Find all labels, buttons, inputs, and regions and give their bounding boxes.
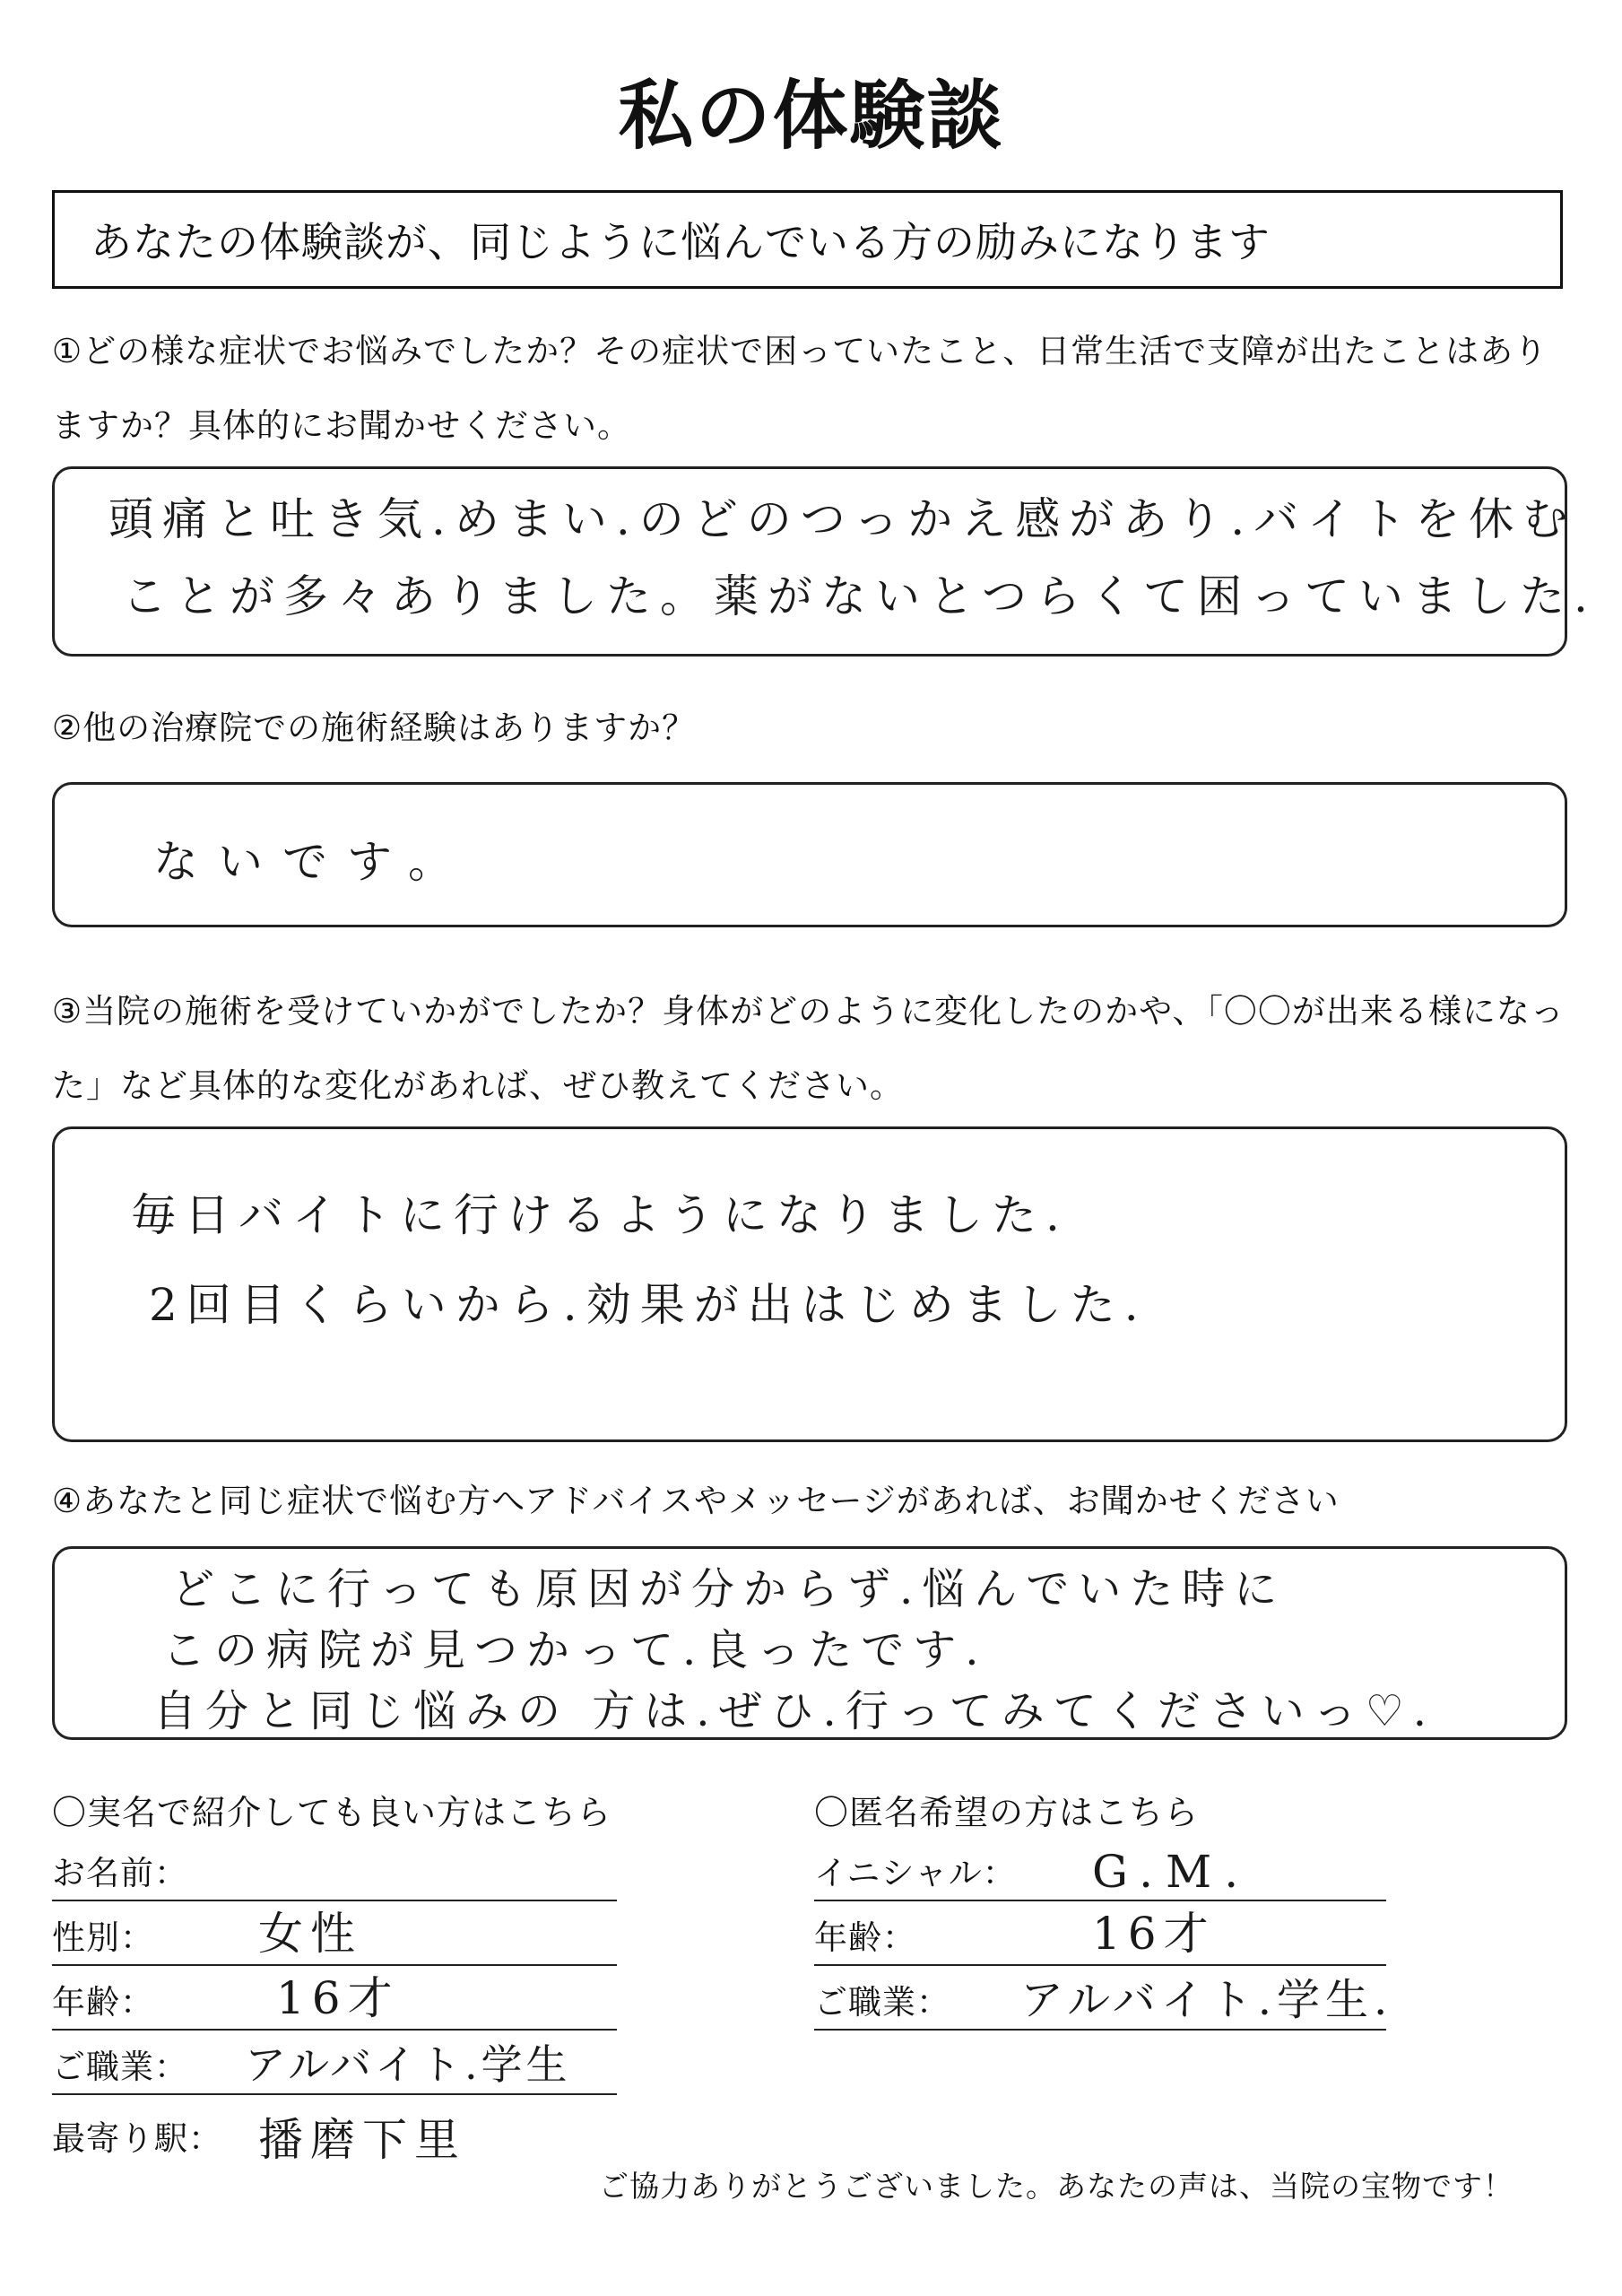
anon-age-label: 年齢：: [814, 1918, 916, 1957]
real-occupation-label: ご職業：: [52, 2048, 188, 2086]
answer-1-line-2: ことが多々ありました。薬がないとつらくて困っていました.: [122, 570, 1597, 622]
anon-occupation-field: [814, 1964, 1393, 2031]
question-1: ①どの様な症状でお悩みでしたか？その症状で困っていたこと、日常生活で支障が出たことはありますか？具体的にお聞かせください。: [52, 332, 1548, 445]
real-occupation-value: アルバイト.学生: [245, 2040, 571, 2089]
real-name-label: お名前：: [52, 1854, 188, 1892]
answer-2-line-1: ないです。: [153, 836, 473, 888]
real-age-value: 16才: [276, 1972, 400, 2024]
answer-4-line-2: この病院が見つかって.良ったです.: [162, 1625, 988, 1675]
anon-age-field: [814, 1900, 1386, 1966]
answer-3-line-1: 毎日バイトに行けるようになりました.: [131, 1189, 1069, 1241]
real-age-label: 年齢：: [52, 1983, 154, 2022]
answer-4-line-3: 自分と同じ悩みの 方は.ぜひ.行ってみてくださいっ♡.: [153, 1686, 1436, 1736]
real-name-heading: 〇実名で紹介しても良い方はこちら: [52, 1793, 612, 1832]
answer-4-line-1: どこに行っても原因が分からず.悩んでいた時に: [171, 1564, 1287, 1614]
question-3: ③当院の施術を受けていかがでしたか？身体がどのように変化したのかや、「〇〇が出来る様になった」など具体的な変化があれば、ぜひ教えてください。: [52, 992, 1565, 1105]
real-name-field: [52, 1835, 617, 1901]
real-occupation-field: [52, 2029, 617, 2095]
anon-initial-value: G.M.: [1092, 1846, 1252, 1898]
footer-thanks: ご協力ありがとうございました。あなたの声は、当院の宝物です！: [599, 2169, 1514, 2204]
page-title: 私の体験談: [618, 72, 1004, 160]
anonymous-heading: 〇匿名希望の方はこちら: [814, 1793, 1200, 1832]
answer-1-line-1: 頭痛と吐き気.めまい.のどのつっかえ感があり.バイトを休む: [108, 493, 1577, 545]
intro-box: [52, 190, 1563, 289]
anon-initial-label: イニシャル：: [814, 1854, 1017, 1892]
answer-box-2: [52, 782, 1567, 927]
answer-box-3: [52, 1126, 1567, 1442]
real-gender-value: 女性: [258, 1908, 362, 1960]
real-station-value: 播磨下里: [258, 2114, 466, 2166]
real-gender-label: 性別：: [52, 1918, 154, 1957]
answer-box-1: [52, 466, 1597, 657]
real-age-field: [52, 1964, 617, 2031]
question-4: ④あなたと同じ症状で悩む方へアドバイスやメッセージがあれば、お聞かせください: [52, 1482, 1340, 1520]
real-station-field: [52, 2093, 617, 2165]
anon-initial-field: [814, 1835, 1386, 1901]
real-gender-field: [52, 1900, 617, 1966]
anon-occupation-label: ご職業：: [814, 1983, 950, 2022]
anon-age-value: 16才: [1092, 1908, 1216, 1960]
question-2: ②他の治療院での施術経験はありますか？: [52, 709, 697, 747]
answer-3-line-2: 2回目くらいから.効果が出はじめました.: [149, 1279, 1148, 1331]
anon-occupation-value: アルバイト.学生.: [1020, 1975, 1393, 2025]
real-station-label: 最寄り駅：: [52, 2119, 222, 2158]
intro-text: あなたの体験談が、同じように悩んでいる方の励みになります: [91, 218, 1271, 266]
answer-box-4: [52, 1546, 1567, 1740]
